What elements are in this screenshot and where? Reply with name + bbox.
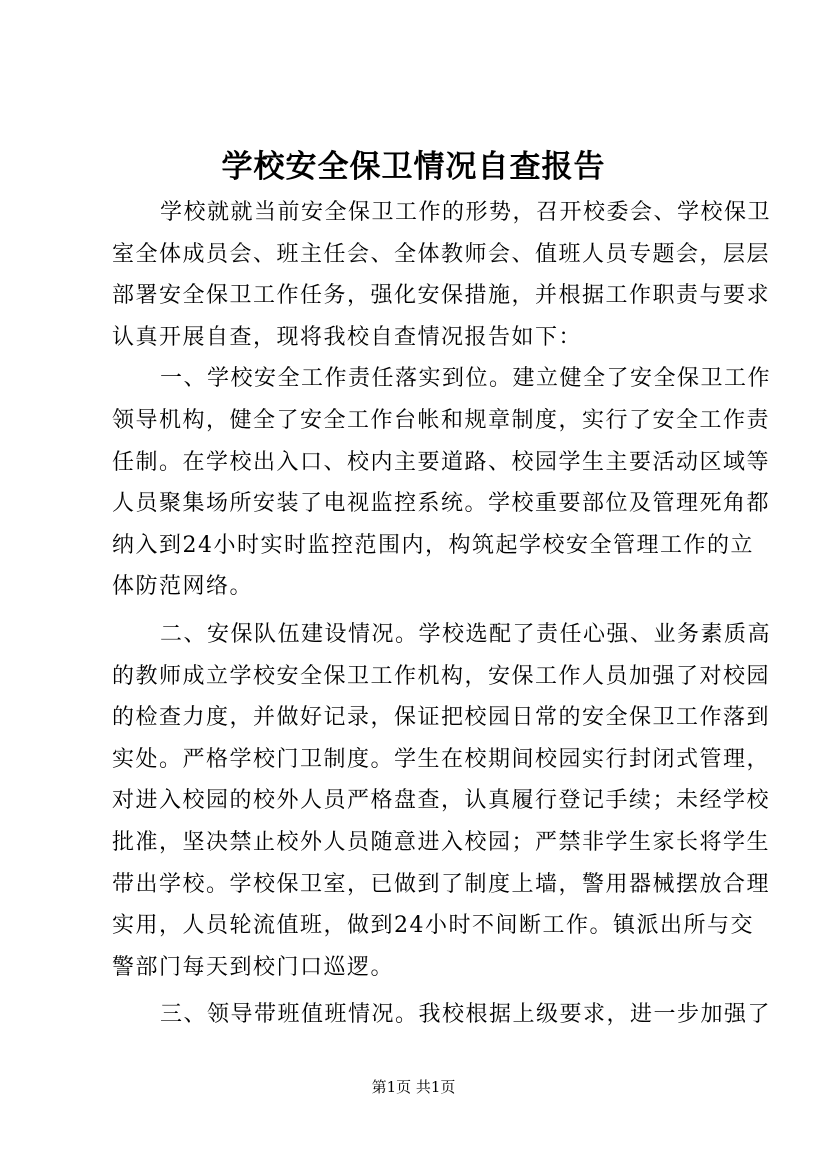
text-line: 二、安保队伍建设情况。学校选配了责任心强、业务素质高 xyxy=(160,621,772,647)
text-line: 批准，坚决禁止校外人员随意进入校园；严禁非学生家长将学生 xyxy=(112,829,771,855)
text-line: 领导机构，健全了安全工作台帐和规章制度，实行了安全工作责 xyxy=(112,407,771,433)
text-line: 体防范网络。 xyxy=(112,574,254,600)
text-line: 人员聚集场所安装了电视监控系统。学校重要部位及管理死角都 xyxy=(112,491,771,517)
document-body xyxy=(112,192,772,1036)
text-line: 一、学校安全工作责任落实到位。建立健全了安全保卫工作 xyxy=(160,366,772,392)
document-title: 学校安全保卫情况自查报告 xyxy=(221,149,606,185)
text-line: 实用，人员轮流值班，做到24小时不间断工作。镇派出所与交 xyxy=(112,913,754,939)
text-line: 任制。在学校出入口、校内主要道路、校园学生主要活动区域等 xyxy=(112,449,771,475)
text-line: 学校就就当前安全保卫工作的形势，召开校委会、学校保卫 xyxy=(160,200,772,225)
text-line: 对进入校园的校外人员严格盘查，认真履行登记手续；未经学校 xyxy=(112,788,771,814)
text-line: 认真开展自查，现将我校自查情况报告如下： xyxy=(112,324,583,350)
text-line: 纳入到24小时实时监控范围内，构筑起学校安全管理工作的立 xyxy=(112,532,754,558)
text-line: 警部门每天到校门口巡逻。 xyxy=(112,954,395,980)
text-line: 室全体成员会、班主任会、全体教师会、值班人员专题会，层层 xyxy=(112,241,771,267)
text-line: 三、领导带班值班情况。我校根据上级要求，进一步加强了 xyxy=(160,1002,772,1028)
text-line: 部署安全保卫工作任务，强化安保措施，并根据工作职责与要求 xyxy=(112,283,771,309)
text-line: 带出学校。学校保卫室，已做到了制度上墙，警用器械摆放合理 xyxy=(112,871,771,897)
text-line: 的教师成立学校安全保卫工作机构，安保工作人员加强了对校园 xyxy=(112,663,771,689)
text-line: 实处。严格学校门卫制度。学生在校期间校园实行封闭式管理， xyxy=(112,746,771,772)
text-line: 的检查力度，并做好记录，保证把校园日常的安全保卫工作落到 xyxy=(112,705,771,731)
page-footer: 第1页 共1页 xyxy=(371,1078,456,1096)
